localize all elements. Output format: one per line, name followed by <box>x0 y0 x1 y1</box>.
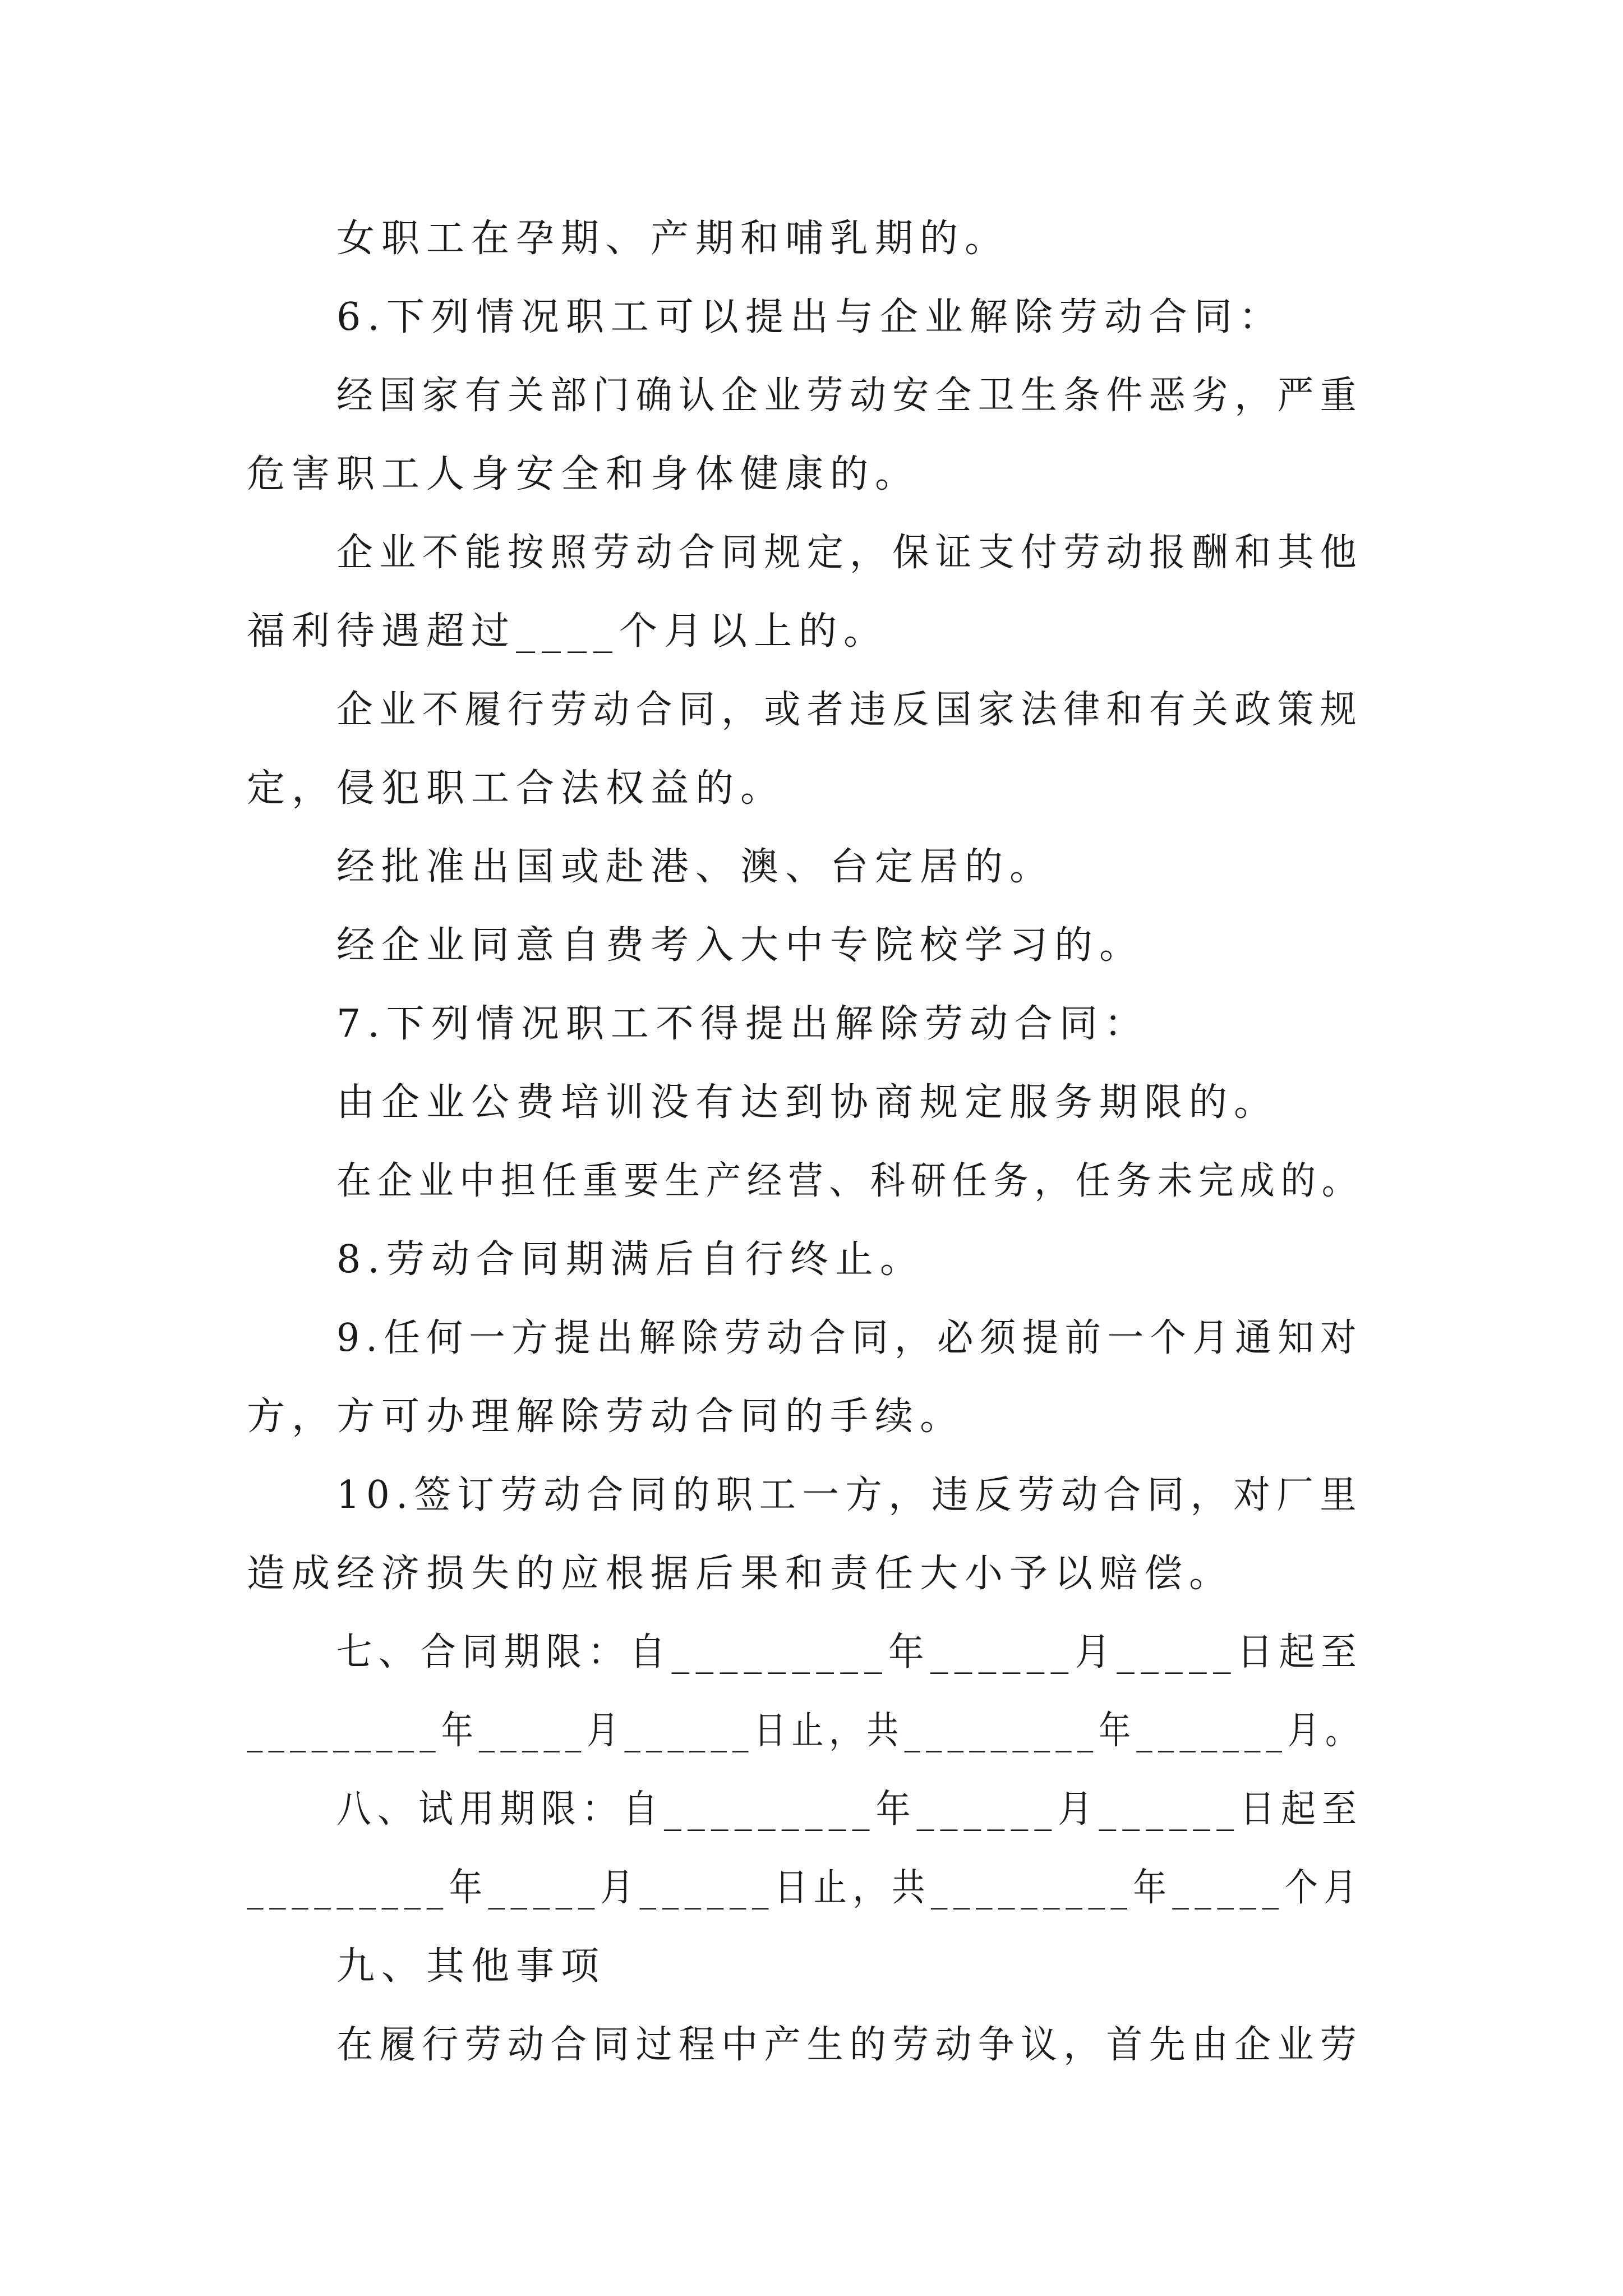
text-line: 9.任何一方提出解除劳动合同，必须提前一个月通知对 <box>336 1316 1363 1360</box>
text-line: 危害职工人身安全和身体健康的。 <box>247 452 920 496</box>
text-line: 女职工在孕期、产期和哺乳期的。 <box>336 217 1010 261</box>
text-line: 7.下列情况职工不得提出解除劳动合同： <box>336 1002 1149 1046</box>
text-line: 造成经济损失的应根据后果和责任大小予以赔偿。 <box>247 1552 1234 1596</box>
text-line: 经国家有关部门确认企业劳动安全卫生条件恶劣，严重 <box>336 374 1363 418</box>
text-line: 由企业公费培训没有达到协商规定服务期限的。 <box>336 1080 1279 1125</box>
text-line: 在企业中担任重要生产经营、科研任务，任务未完成的。 <box>336 1159 1363 1203</box>
text-line: 6.下列情况职工可以提出与企业解除劳动合同： <box>336 295 1284 339</box>
text-line: 九、其他事项 <box>336 1944 606 1989</box>
text-line: 在履行劳动合同过程中产生的劳动争议，首先由企业劳 <box>336 2023 1363 2067</box>
text-line: 七、合同期限：自_________年______月_____日起至 <box>336 1630 1363 1674</box>
text-line: 8.劳动合同期满后自行终止。 <box>336 1237 925 1282</box>
text-line: 10.签订劳动合同的职工一方，违反劳动合同，对厂里 <box>336 1473 1363 1517</box>
text-line: 定，侵犯职工合法权益的。 <box>247 766 786 811</box>
text-line: 方，方可办理解除劳动合同的手续。 <box>247 1395 965 1439</box>
text-line: 企业不履行劳动合同，或者违反国家法律和有关政策规 <box>336 688 1363 732</box>
text-line: 福利待遇超过____个月以上的。 <box>247 609 889 654</box>
text-line: _________年_____月______日止，共_________年_______月。 <box>247 1709 1363 1753</box>
text-line: 八、试用期限：自_________年______月______日起至 <box>336 1787 1363 1832</box>
text-line: 企业不能按照劳动合同规定，保证支付劳动报酬和其他 <box>336 531 1363 575</box>
text-line: 经企业同意自费考入大中专院校学习的。 <box>336 923 1145 968</box>
text-line: _________年_____月______日止，共_________年_____个月 <box>247 1866 1363 1910</box>
text-line: 经批准出国或赴港、澳、台定居的。 <box>336 845 1055 889</box>
